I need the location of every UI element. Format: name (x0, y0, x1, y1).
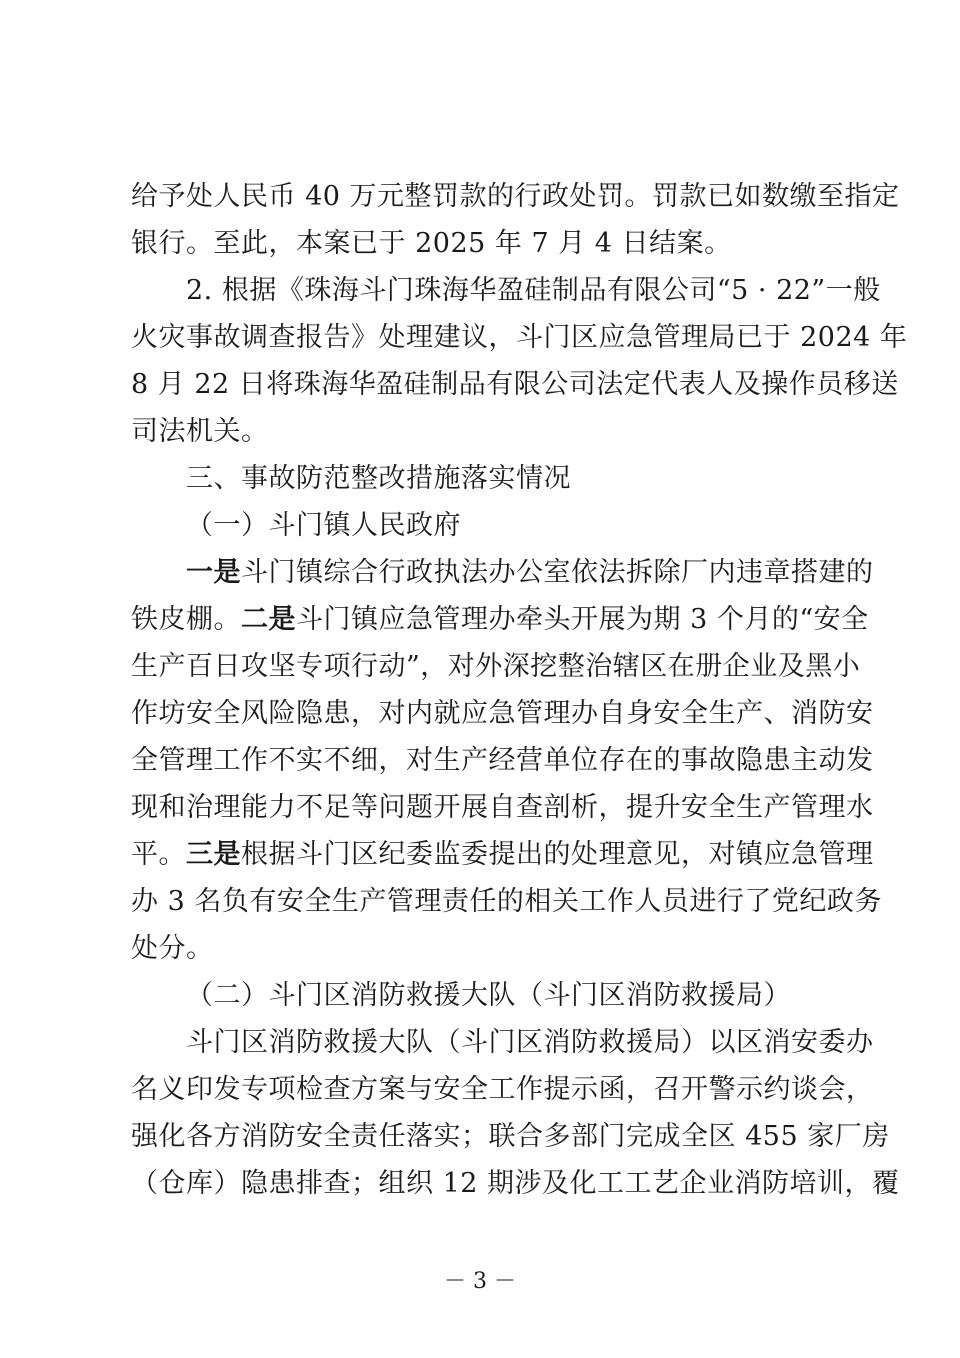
paragraph-line: 办 3 名负有安全生产管理责任的相关工作人员进行了党纪政务 (131, 886, 882, 917)
paragraph-line: 现和治理能力不足等问题开展自查剖析，提升安全生产管理水 (131, 792, 874, 823)
page-number: － 3 － (444, 1269, 516, 1294)
line-text: 根据斗门区纪委监委提出的处理意见，对镇应急管理 (241, 839, 874, 870)
paragraph-line (131, 603, 869, 637)
bold-marker: 二是 (241, 604, 296, 635)
paragraph-line: 作坊安全风险隐患，对内就应急管理办自身安全生产、消防安 (131, 698, 874, 729)
paragraph-line: 强化各方消防安全责任落实；联合多部门完成全区 455 家厂房 (131, 1121, 890, 1152)
bold-marker: 三是 (186, 839, 241, 870)
paragraph-line: 司法机关。 (131, 416, 269, 447)
paragraph-line: （仓库）隐患排查；组织 12 期涉及化工工艺企业消防培训，覆 (131, 1168, 900, 1199)
paragraph-line: 8 月 22 日将珠海华盈硅制品有限公司法定代表人及操作员移送 (131, 369, 899, 400)
paragraph-line: 名义印发专项检查方案与安全工作提示函，召开警示约谈会， (131, 1074, 874, 1105)
paragraph-line: 生产百日攻坚专项行动”，对外深挖整治辖区在册企业及黑小 (131, 651, 861, 682)
paragraph-line: 给予处人民币 40 万元整罚款的行政处罚。罚款已如数缴至指定 (131, 181, 900, 212)
line-text: 斗门镇综合行政执法办公室依法拆除厂内违章搭建的 (241, 557, 874, 588)
paragraph-line: 火灾事故调查报告》处理建议，斗门区应急管理局已于 2024 年 (131, 322, 908, 353)
line-text: 平。 (131, 839, 186, 870)
line-text: 斗门镇应急管理办牵头开展为期 3 个月的“安全 (296, 604, 869, 635)
bold-marker: 一是 (186, 557, 241, 588)
paragraph-line (186, 556, 874, 590)
paragraph-line: 处分。 (131, 933, 214, 964)
subsection-heading: （二）斗门区消防救援大队（斗门区消防救援局） (186, 980, 791, 1011)
line-text: 铁皮棚。 (131, 604, 241, 635)
paragraph-line (131, 838, 874, 872)
paragraph-line: 2. 根据《珠海斗门珠海华盈硅制品有限公司“5 · 22”一般 (186, 275, 881, 306)
paragraph-line: 全管理工作不实不细，对生产经营单位存在的事故隐患主动发 (131, 745, 874, 776)
section-heading: 三、事故防范整改措施落实情况 (186, 463, 571, 494)
paragraph-line: 银行。至此，本案已于 2025 年 7 月 4 日结案。 (131, 228, 732, 259)
paragraph-line: 斗门区消防救援大队（斗门区消防救援局）以区消安委办 (186, 1027, 874, 1058)
subsection-heading: （一）斗门镇人民政府 (186, 510, 461, 541)
